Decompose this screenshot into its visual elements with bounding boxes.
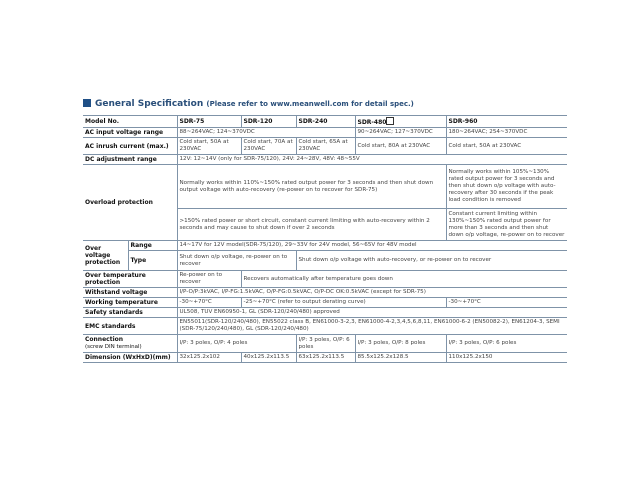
model-header: SDR-120 (241, 116, 296, 128)
title-note: (Please refer to www.meanwell.com for detail spec.) (206, 100, 414, 108)
cell: -30~+70°C (446, 298, 567, 308)
cell: Cold start, 50A at 230VAC (446, 138, 567, 155)
cell: Shut down o/p voltage with auto-recovery, or re-power on to recover (296, 251, 567, 271)
cell: 40x125.2x113.5 (241, 353, 296, 363)
section-title (83, 99, 414, 109)
row-label: Over voltage protection (83, 241, 128, 271)
cell: Cold start, 80A at 230VAC (355, 138, 446, 155)
row-label: Safety standards (83, 308, 177, 318)
table-row (83, 335, 567, 353)
cell: I/P: 3 poles, O/P: 6 poles (296, 335, 355, 353)
cell: -30~+70°C (177, 298, 241, 308)
checkbox-icon (386, 117, 394, 125)
connection-sublabel: (screw DIN terminal) (85, 344, 142, 350)
table-row (83, 128, 567, 138)
row-sublabel: Type (128, 251, 177, 271)
cell: 12V: 12~14V (only for SDR-75/120), 24V: 24~28V, 48V: 48~55V (177, 155, 567, 165)
model-header: SDR-960 (446, 116, 567, 128)
cell: Normally works within 105%~130% rated output power for 3 seconds and then shut down o/p voltage with auto-recovery after 30 seconds if the peak load condition is removed (446, 165, 567, 209)
table-row (83, 308, 567, 318)
row-label: AC input voltage range (83, 128, 177, 138)
cell: I/P: 3 poles, O/P: 4 poles (177, 335, 296, 353)
row-label: EMC standards (83, 318, 177, 335)
title-text: General Specification (95, 99, 204, 109)
model-header: SDR-240 (296, 116, 355, 128)
table-row (83, 155, 567, 165)
table-row (83, 298, 567, 308)
square-bullet-icon (83, 99, 91, 107)
cell: 63x125.2x113.5 (296, 353, 355, 363)
table-row (83, 318, 567, 335)
row-label: AC inrush current (max.) (83, 138, 177, 155)
cell: UL508, TUV EN60950-1, GL (SDR-120/240/480) approved (177, 308, 567, 318)
cell: I/P-O/P:3kVAC, I/P-FG:1.5kVAC, O/P-FG:0.5kVAC, O/P-DC OK:0.5kVAC (except for SDR-75) (177, 288, 567, 298)
cell: 110x125.2x150 (446, 353, 567, 363)
row-label: Over temperature protection (83, 271, 177, 288)
table-row (83, 165, 567, 209)
table-row (83, 288, 567, 298)
cell: 32x125.2x102 (177, 353, 241, 363)
table-row (83, 271, 567, 288)
spec-table (83, 115, 567, 363)
cell: Shut down o/p voltage, re-power on to recover (177, 251, 296, 271)
model-name: SDR-480 (357, 119, 387, 126)
cell: -25~+70°C (refer to output derating curve) (241, 298, 446, 308)
row-label: Withstand voltage (83, 288, 177, 298)
model-header: SDR-75 (177, 116, 241, 128)
cell: 180~264VAC; 254~370VDC (446, 128, 567, 138)
cell: Constant current limiting within 130%~150% rated output power for more than 3 seconds and then shut down o/p voltage, re-power on to recover (446, 209, 567, 241)
row-label: Working temperature (83, 298, 177, 308)
cell: Recovers automatically after temperature goes down (241, 271, 567, 288)
cell: >150% rated power or short circuit, constant current limiting with auto-recovery within 2 seconds and may cause to shut down if over 2 seconds (177, 209, 446, 241)
model-header (355, 116, 446, 128)
connection-label: Connection (85, 336, 124, 343)
cell: Re-power on to recover (177, 271, 241, 288)
row-label: Dimension (WxHxD)(mm) (83, 353, 177, 363)
cell: Cold start, 70A at 230VAC (241, 138, 296, 155)
table-row (83, 241, 567, 251)
cell: EN55011(SDR-120/240/480), EN55022 class B, EN61000-3-2,3, EN61000-4-2,3,4,5,6,8,11, EN61000-6-2 (EN50082-2), EN61204-3, SEMI (SDR-75/120/240/480), GL (SDR-120/240/480) (177, 318, 567, 335)
cell: I/P: 3 poles, O/P: 6 poles (446, 335, 567, 353)
row-label: Model No. (83, 116, 177, 128)
cell: Cold start, 50A at 230VAC (177, 138, 241, 155)
cell: Cold start, 65A at 230VAC (296, 138, 355, 155)
row-sublabel: Range (128, 241, 177, 251)
cell: 85.5x125.2x128.5 (355, 353, 446, 363)
row-label (83, 335, 177, 353)
table-row (83, 251, 567, 271)
table-row (83, 116, 567, 128)
cell: I/P: 3 poles, O/P: 8 poles (355, 335, 446, 353)
row-label: Overload protection (83, 165, 177, 241)
table-row (83, 138, 567, 155)
cell: 14~17V for 12V model(SDR-75/120), 29~33V for 24V model, 56~65V for 48V model (177, 241, 567, 251)
cell: Normally works within 110%~150% rated output power for 3 seconds and then shut down output voltage with auto-recovery (re-power on to recover for SDR-75) (177, 165, 446, 209)
cell: 88~264VAC; 124~370VDC (177, 128, 355, 138)
table-row (83, 353, 567, 363)
row-label: DC adjustment range (83, 155, 177, 165)
cell: 90~264VAC; 127~370VDC (355, 128, 446, 138)
